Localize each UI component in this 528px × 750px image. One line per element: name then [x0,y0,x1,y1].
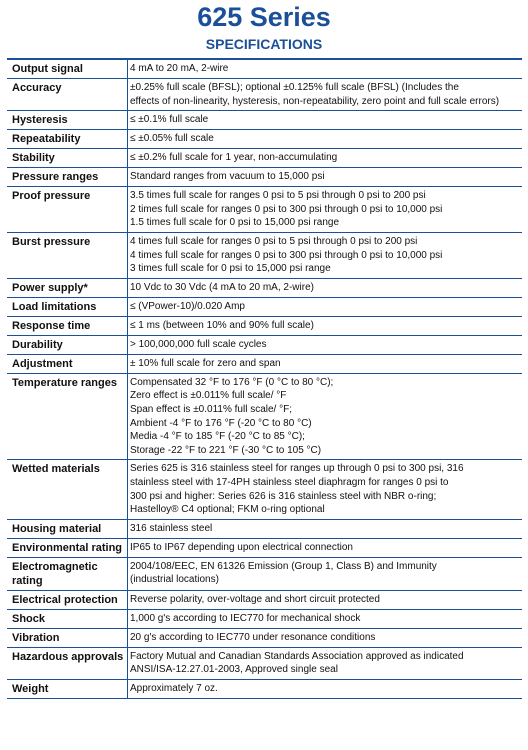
spec-row [7,539,522,558]
spec-label: Response time [12,319,91,332]
spec-value [127,111,522,129]
spec-label: Housing material [12,522,102,535]
spec-value [127,355,522,373]
spec-row [7,168,522,187]
spec-label: Adjustment [12,357,73,370]
spec-value-line: Storage -22 °F to 221 °F (-30 °C to 105 °C) [130,444,322,456]
spec-value-line: Factory Mutual and Canadian Standards Association approved as indicated [130,650,464,662]
spec-value-line: 4 times full scale for ranges 0 psi to 300 psi through 0 psi to 10,000 psi [130,249,443,261]
spec-value-line: ≤ 1 ms (between 10% and 90% full scale) [130,319,314,331]
spec-value [127,591,522,609]
spec-row [7,111,522,130]
spec-value-line: ± 10% full scale for zero and span [130,357,281,369]
spec-label: Pressure ranges [12,171,99,184]
spec-value-line: ≤ (VPower-10)/0.020 Amp [130,300,245,312]
spec-label: Load limitations [12,300,97,313]
spec-value-line: 1,000 g's according to IEC770 for mechanical shock [130,612,361,624]
spec-row [7,460,522,519]
spec-value-line: Compensated 32 °F to 176 °F (0 °C to 80 °C); [130,376,334,388]
spec-value-line: > 100,000,000 full scale cycles [130,338,267,350]
spec-row [7,558,522,591]
spec-row [7,520,522,539]
spec-row [7,60,522,79]
spec-value-line: Standard ranges from vacuum to 15,000 psi [130,171,325,183]
spec-value-line: ±0.25% full scale (BFSL); optional ±0.125% full scale (BFSL) (Includes the [130,82,459,93]
spec-value-line: Hastelloy® C4 optional; FKM o-ring optional [130,504,325,516]
spec-label: Accuracy [12,82,62,94]
spec-value-line: ≤ ±0.05% full scale [130,133,214,145]
spec-value-line: ANSI/ISA-12.27.01-2003, Approved single seal [130,664,338,676]
specifications-table [7,58,522,699]
spec-value [127,279,522,297]
spec-value-line: 300 psi and higher: Series 626 is 316 stainless steel with NBR o-ring; [130,490,437,502]
spec-value-line: 3 times full scale for 0 psi to 15,000 psi range [130,263,331,275]
spec-value [127,460,522,518]
section-title: SPECIFICATIONS [205,36,323,52]
spec-value [127,648,522,679]
spec-value [127,149,522,167]
spec-row [7,317,522,336]
spec-row [7,374,522,461]
spec-value [127,233,522,278]
spec-value-line: 2 times full scale for ranges 0 psi to 300 psi through 0 psi to 10,000 psi [130,203,443,215]
spec-label: Power supply* [12,281,88,294]
spec-value-line: IP65 to IP67 depending upon electrical connection [130,541,353,553]
spec-label: Stability [12,152,55,165]
spec-value-line: Reverse polarity, over-voltage and short circuit protected [130,593,380,605]
spec-label: Hysteresis [12,114,68,127]
spec-value [127,79,522,110]
spec-value-line: 4 mA to 20 mA, 2-wire [130,63,229,74]
spec-value [127,558,522,590]
spec-value-line: Span effect is ±0.011% full scale/ °F; [130,403,292,415]
spec-row [7,355,522,374]
spec-value-line: 1.5 times full scale for 0 psi to 15,000 psi range [130,217,340,229]
spec-value-line: 2004/108/EEC, EN 61326 Emission (Group 1, Class B) and Immunity [130,560,437,572]
spec-label: Repeatability [12,133,81,146]
spec-label: Burst pressure [12,235,91,248]
spec-row [7,279,522,298]
spec-value [127,374,522,460]
spec-label: Electrical protection [12,593,118,606]
spec-value [127,680,522,698]
spec-value-line: Media -4 °F to 185 °F (-20 °C to 85 °C); [130,431,305,443]
spec-value [127,60,522,78]
spec-value-line: 10 Vdc to 30 Vdc (4 mA to 20 mA, 2-wire) [130,281,314,293]
spec-row [7,298,522,317]
spec-value-line: Ambient -4 °F to 176 °F (-20 °C to 80 °C) [130,417,312,429]
spec-row [7,680,522,699]
spec-label: Vibration [12,631,60,644]
spec-row [7,591,522,610]
spec-value-line: Zero effect is ±0.011% full scale/ °F [130,390,287,402]
spec-value [127,187,522,232]
spec-label: Environmental rating [12,541,123,554]
spec-label: Wetted materials [12,463,100,476]
spec-label: Weight [12,682,49,695]
spec-row [7,336,522,355]
spec-row [7,629,522,648]
spec-value-line: (industrial locations) [130,574,219,586]
spec-row [7,187,522,233]
spec-value [127,168,522,186]
spec-row [7,233,522,279]
spec-value [127,520,522,538]
spec-value-line: Approximately 7 oz. [130,682,218,694]
spec-row [7,79,522,111]
spec-value-line: 4 times full scale for ranges 0 psi to 5 psi through 0 psi to 200 psi [130,235,418,247]
spec-label: Proof pressure [12,190,91,203]
spec-label: Shock [12,612,46,625]
spec-row [7,610,522,629]
spec-row [7,648,522,680]
spec-value-line: 316 stainless steel [130,522,213,534]
spec-value-line: Series 625 is 316 stainless steel for ranges up through 0 psi to 300 psi, 316 [130,463,464,475]
spec-value [127,336,522,354]
spec-value-line: stainless steel with 17-4PH stainless steel diaphragm for ranges 0 psi to [130,476,449,488]
spec-label: Durability [12,338,63,351]
spec-value [127,317,522,335]
spec-value-line: ≤ ±0.2% full scale for 1 year, non-accumulating [130,152,338,164]
spec-label: Hazardous approvals [12,650,124,663]
spec-value [127,130,522,148]
spec-label: Output signal [12,63,83,75]
spec-value-line: 3.5 times full scale for ranges 0 psi to 5 psi through 0 psi to 200 psi [130,190,426,202]
spec-label: Temperature ranges [12,376,117,389]
spec-value-line: effects of non-linearity, hysteresis, non-repeatability, zero point and full scale errors) [130,95,500,107]
spec-value-line: 20 g's according to IEC770 under resonance conditions [130,631,376,643]
spec-row [7,149,522,168]
spec-row [7,130,522,149]
spec-value [127,539,522,557]
page-title: 625 Series [197,2,331,32]
spec-label: Electromagnetic rating [12,560,98,587]
spec-value [127,610,522,628]
spec-value-line: ≤ ±0.1% full scale [130,114,209,126]
spec-value [127,298,522,316]
spec-value [127,629,522,647]
